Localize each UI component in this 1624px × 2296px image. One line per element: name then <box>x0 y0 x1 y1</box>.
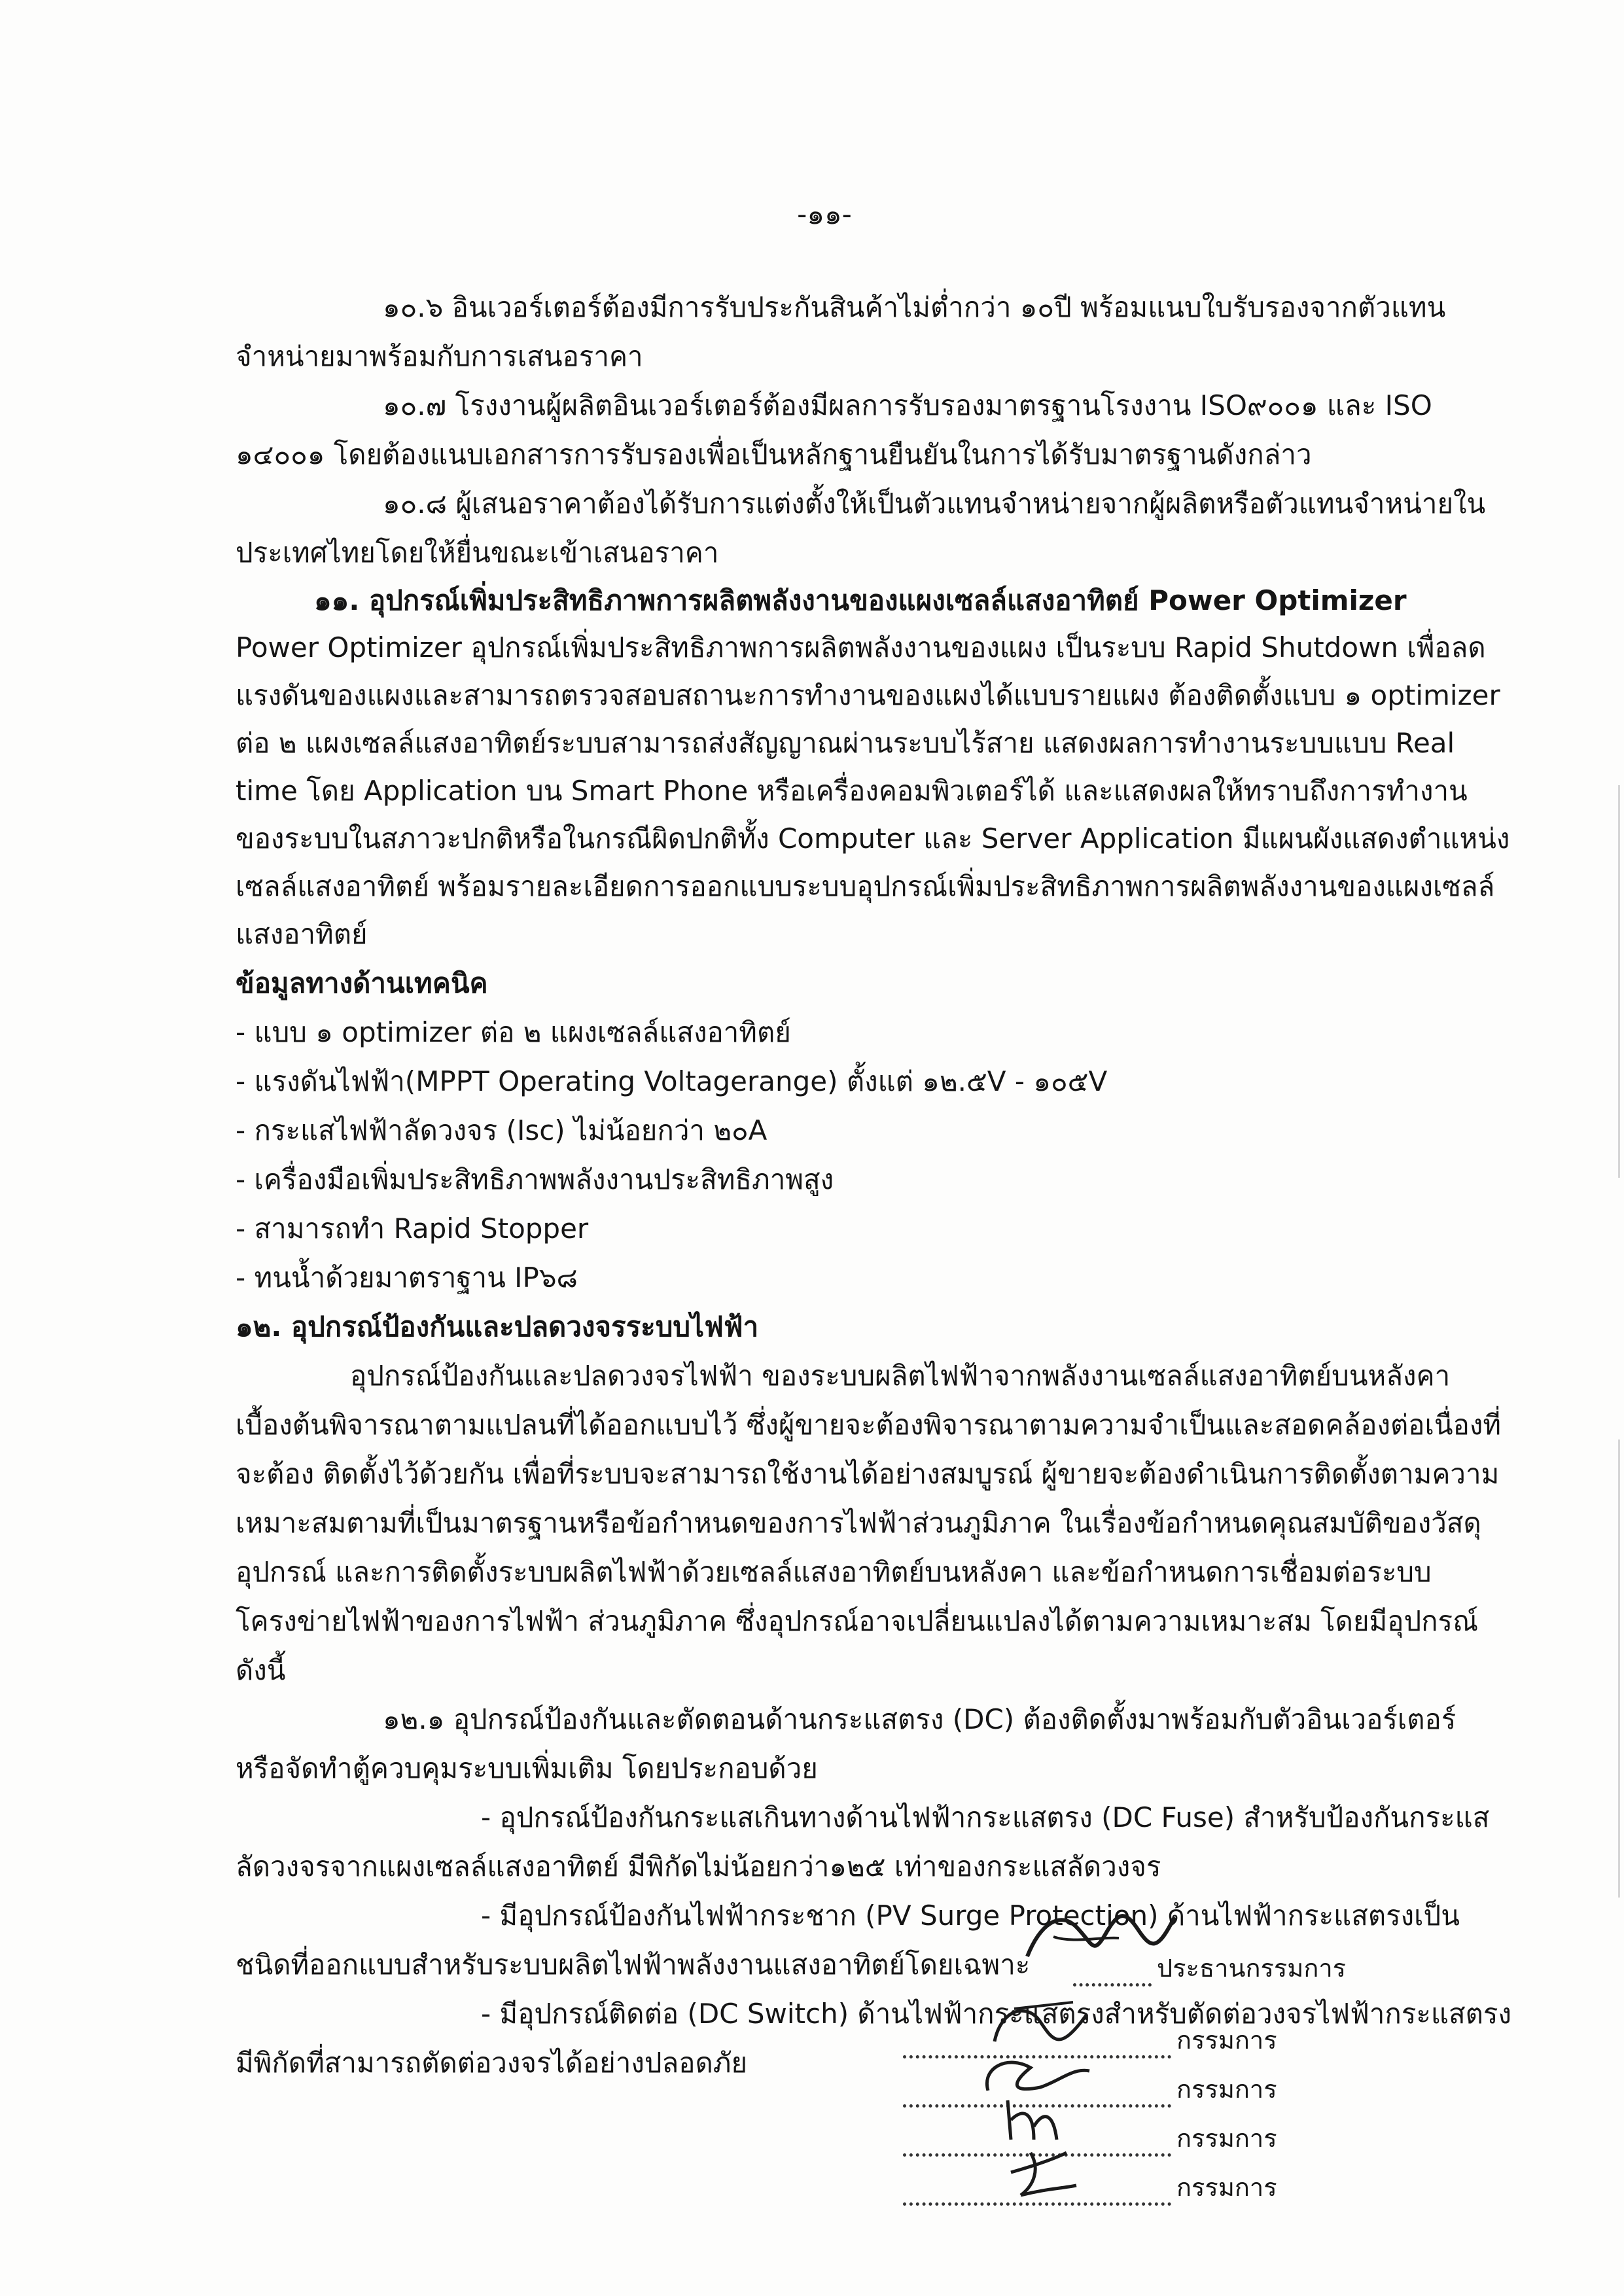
handwritten-signature <box>1014 1898 1184 1969</box>
text-line: ลัดวงจรจากแผงเซลล์แสงอาทิตย์ มีพิกัดไม่น้อยกว่า๑๒๕ เท่าของกระแสลัดวงจร <box>236 1850 1161 1882</box>
signature-role: กรรมการ <box>1176 2075 1277 2104</box>
list-item: - กระแสไฟฟ้าลัดวงจร (Isc) ไม่น้อยกว่า ๒๐A <box>236 1114 768 1146</box>
text-line: อุปกรณ์ป้องกันและปลดวงจรไฟฟ้า ของระบบผลิตไฟฟ้าจากพลังงานเซลล์แสงอาทิตย์บนหลังคา <box>350 1360 1451 1392</box>
text-line: จะต้อง ติดตั้งไว้ด้วยกัน เพื่อที่ระบบจะสามารถใช้งานได้อย่างสมบูรณ์ ผู้ขายจะต้องดำเนินการติดตั้งตามความ <box>236 1458 1500 1490</box>
text-line: เหมาะสมตามที่เป็นมาตรฐานหรือข้อกำหนดของการไฟฟ้าส่วนภูมิภาค ในเรื่องข้อกำหนดคุณสมบัติของวัสดุ <box>236 1507 1481 1539</box>
text-line: ประเทศไทยโดยให้ยื่นขณะเข้าเสนอราคา <box>236 537 719 569</box>
text-line: ๑๒.๑ อุปกรณ์ป้องกันและตัดตอนด้านกระแสตรง (DC) ต้องติดตั้งมาพร้อมกับตัวอินเวอร์เตอร์ <box>383 1703 1456 1735</box>
signature-role: กรรมการ <box>1176 2124 1277 2153</box>
text-line: ดังนี้ <box>236 1654 286 1686</box>
text-line: เบื้องต้นพิจารณาตามแปลนที่ได้ออกแบบไว้ ซึ่งผู้ขายจะต้องพิจารณาตามความจำเป็นและสอดคล้องต่อเนื่องที่ <box>236 1409 1502 1441</box>
subheading: ข้อมูลทางด้านเทคนิค <box>236 967 488 999</box>
list-item: - เครื่องมือเพิ่มประสิทธิภาพพลังงานประสิทธิภาพสูง <box>236 1163 834 1195</box>
text-line: ของระบบในสภาวะปกติหรือในกรณีผิดปกติทั้ง Computer และ Server Application มีแผนผังแสดงตำแหน่ง <box>236 822 1510 855</box>
text-line: หรือจัดทำตู้ควบคุมระบบเพิ่มเติม โดยประกอบด้วย <box>236 1752 818 1784</box>
signature-line <box>903 2169 1277 2206</box>
handwritten-signature <box>995 2140 1086 2205</box>
list-item: - ทนน้ำด้วยมาตราฐาน IP๖๘ <box>236 1262 578 1294</box>
text-line: เซลล์แสงอาทิตย์ พร้อมรายละเอียดการออกแบบระบบอุปกรณ์เพิ่มประสิทธิภาพการผลิตพลังงานของแผงเซลล์ <box>236 870 1495 902</box>
text-line: มีพิกัดที่สามารถตัดต่อวงจรได้อย่างปลอดภัย <box>236 2047 748 2079</box>
list-item: - มีอุปกรณ์ติดต่อ (DC Switch) ด้านไฟฟ้ากระแสตรงสำหรับตัดต่อวงจรไฟฟ้ากระแสตรง <box>481 1998 1511 2030</box>
page-number: -๑๑- <box>797 198 852 230</box>
text-line: ต่อ ๒ แผงเซลล์แสงอาทิตย์ระบบสามารถส่งสัญญาณผ่านระบบไร้สาย แสดงผลการทำงานระบบแบบ Real <box>236 727 1455 759</box>
signature-role: กรรมการ <box>1176 2173 1277 2202</box>
text-line: ชนิดที่ออกแบบสำหรับระบบผลิตไฟฟ้าพลังงานแสงอาทิตย์โดยเฉพาะ <box>236 1949 1031 1981</box>
section-heading: ๑๑. อุปกรณ์เพิ่มประสิทธิภาพการผลิตพลังงานของแผงเซลล์แสงอาทิตย์ Power Optimizer <box>314 584 1407 616</box>
signature-role: ประธานกรรมการ <box>1157 1954 1347 1983</box>
list-item: - แรงดันไฟฟ้า(MPPT Operating Voltagerange) ตั้งแต่ ๑๒.๕V - ๑๐๕V <box>236 1065 1108 1097</box>
text-line: ๑๐.๘ ผู้เสนอราคาต้องได้รับการแต่งตั้งให้เป็นตัวแทนจำหน่ายจากผู้ผลิตหรือตัวแทนจำหน่ายใน <box>383 487 1486 520</box>
scan-edge-mark <box>1618 1439 1620 1898</box>
text-line: ๑๐.๖ อินเวอร์เตอร์ต้องมีการรับประกันสินค้าไม่ต่ำกว่า ๑๐ปี พร้อมแนบใบรับรองจากตัวแทน <box>383 291 1446 323</box>
section-heading: ๑๒. อุปกรณ์ป้องกันและปลดวงจรระบบไฟฟ้า <box>236 1311 759 1343</box>
text-line: อุปกรณ์ และการติดตั้งระบบผลิตไฟฟ้าด้วยเซลล์แสงอาทิตย์บนหลังคา และข้อกำหนดการเชื่อมต่อระบบ <box>236 1556 1432 1588</box>
list-item: - อุปกรณ์ป้องกันกระแสเกินทางด้านไฟฟ้ากระแสตรง (DC Fuse) สำหรับป้องกันกระแส <box>481 1801 1490 1833</box>
list-item: - สามารถทำ Rapid Stopper <box>236 1212 589 1245</box>
text-line: Power Optimizer อุปกรณ์เพิ่มประสิทธิภาพการผลิตพลังงานของแผง เป็นระบบ Rapid Shutdown เพื่อลด <box>236 631 1486 663</box>
text-line: ๑๐.๗ โรงงานผู้ผลิตอินเวอร์เตอร์ต้องมีผลการรับรองมาตรฐานโรงงาน ISO๙๐๐๑ และ ISO <box>383 389 1432 421</box>
list-item: - แบบ ๑ optimizer ต่อ ๒ แผงเซลล์แสงอาทิตย์ <box>236 1016 791 1048</box>
scan-edge-mark <box>1618 785 1620 1178</box>
text-line: ๑๔๐๐๑ โดยต้องแนบเอกสารการรับรองเพื่อเป็นหลักฐานยืนยันในการได้รับมาตรฐานดังกล่าว <box>236 438 1312 470</box>
text-line: แรงดันของแผงและสามารถตรวจสอบสถานะการทำงานของแผงได้แบบรายแผง ต้องติดตั้งแบบ ๑ optimizer <box>236 679 1500 711</box>
text-line: จำหน่ายมาพร้อมกับการเสนอราคา <box>236 340 643 372</box>
text-line: โครงข่ายไฟฟ้าของการไฟฟ้า ส่วนภูมิภาค ซึ่งอุปกรณ์อาจเปลี่ยนแปลงได้ตามความเหมาะสม โดยมีอุปกรณ์ <box>236 1605 1479 1637</box>
signature-line <box>903 2120 1277 2157</box>
list-item: - มีอุปกรณ์ป้องกันไฟฟ้ากระชาก (PV Surge Protection) ด้านไฟฟ้ากระแสตรงเป็น <box>481 1899 1460 1932</box>
signature-role: กรรมการ <box>1176 2026 1277 2055</box>
text-line: แสงอาทิตย์ <box>236 918 368 950</box>
text-line: time โดย Application บน Smart Phone หรือเครื่องคอมพิวเตอร์ได้ และแสดงผลให้ทราบถึงการทำงาน <box>236 775 1468 807</box>
